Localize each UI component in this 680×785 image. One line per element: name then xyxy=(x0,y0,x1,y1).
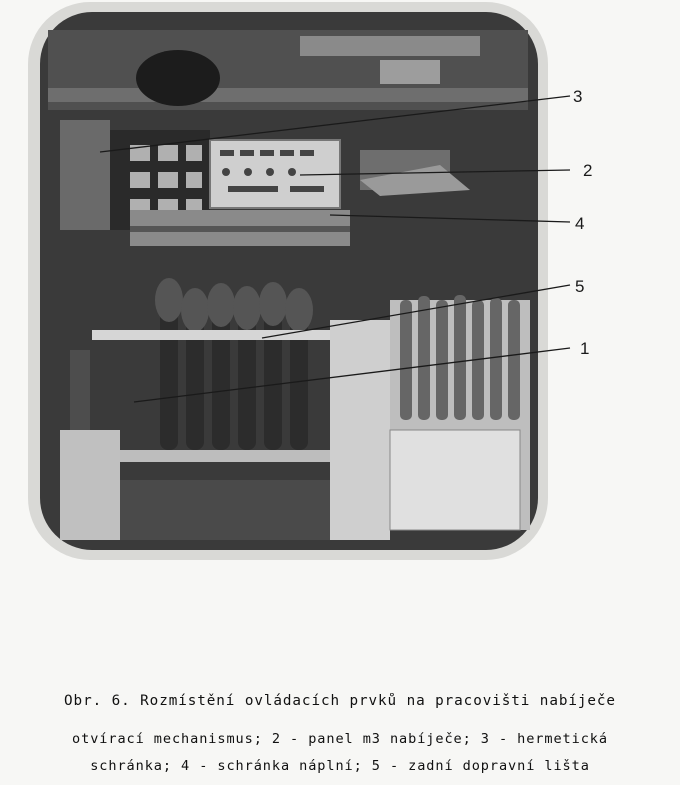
callout-2: 2 xyxy=(583,161,593,180)
callout-5: 5 xyxy=(575,277,585,296)
caption-legend-line-1: otvírací mechanismus; 2 - panel m3 nabíječe; 3 - hermetická xyxy=(72,732,608,747)
callout-4: 4 xyxy=(575,214,585,233)
callout-1: 1 xyxy=(580,339,590,358)
caption-title: Obr. 6. Rozmístění ovládacích prvků na pracovišti nabíječe xyxy=(64,693,616,709)
callout-3: 3 xyxy=(573,87,583,106)
caption-legend-line-2: schránka; 4 - schránka náplní; 5 - zadní dopravní lišta xyxy=(90,759,590,774)
